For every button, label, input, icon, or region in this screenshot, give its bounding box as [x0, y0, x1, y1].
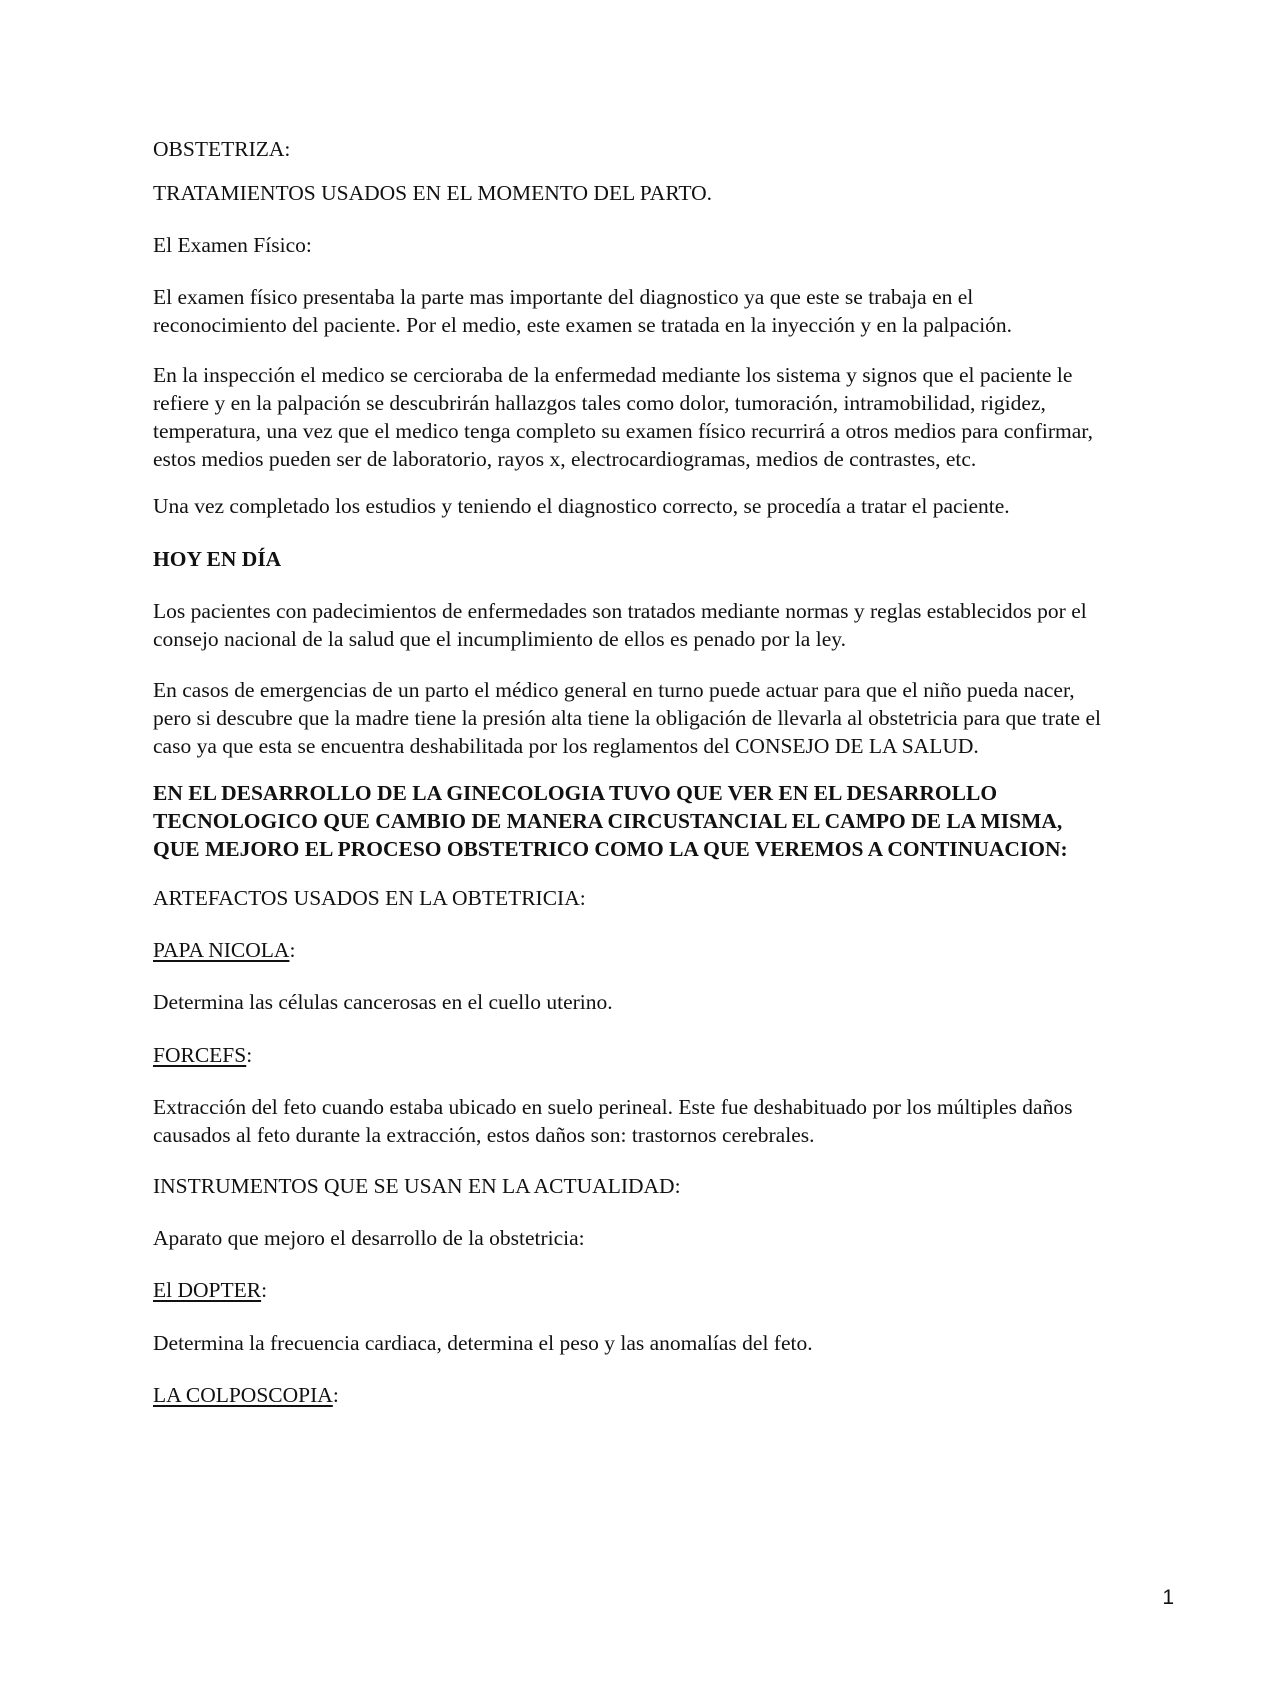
paragraph-papa-nicola: Determina las células cancerosas en el cuello uterino.: [153, 990, 613, 1014]
page-number: 1: [1162, 1586, 1174, 1609]
heading-hoy-en-dia: HOY EN DÍA: [153, 547, 282, 571]
paragraph-emergencias: En casos de emergencias de un parto el médico general en turno puede actuar para que el niño pueda nacer, pero si descubre que la madre tiene la presión alta tiene la obligación de llevarla al obstetricia para que trate el caso ya que esta se encuentra deshabilitada por los reglamentos del CONSEJO DE LA SALUD.: [153, 678, 1101, 758]
colon: :: [261, 1278, 268, 1302]
heading-examen-fisico: El Examen Físico:: [153, 233, 312, 257]
item-heading-dopter: [153, 1276, 1193, 1304]
section-title-tratamientos: TRATAMIENTOS USADOS EN EL MOMENTO DEL PARTO.: [153, 181, 713, 205]
paragraph-aparato: Aparato que mejoro el desarrollo de la obstetricia:: [153, 1226, 585, 1250]
heading-desarrollo-ginecologia: EN EL DESARROLLO DE LA GINECOLOGIA TUVO QUE VER EN EL DESARROLLO TECNOLOGICO QUE CAMBIO DE MANERA CIRCUSTANCIAL EL CAMPO DE LA MISMA, QUE MEJORO EL PROCESO OBSTETRICO COMO LA QUE VEREMOS A CONTINUACION:: [153, 781, 1068, 861]
paragraph-examen-fisico: El examen físico presentaba la parte mas importante del diagnostico ya que este se trabaja en el reconocimiento del paciente. Por el medio, este examen se tratada en la inyección y en la palpación.: [153, 285, 1013, 337]
forcefs-label: FORCEFS: [153, 1043, 247, 1067]
heading-instrumentos: INSTRUMENTOS QUE SE USAN EN LA ACTUALIDAD:: [153, 1174, 681, 1198]
paragraph-forcefs: Extracción del feto cuando estaba ubicado en suelo perineal. Este fue deshabituado por los múltiples daños causados al feto durante la extracción, estos daños son: trastornos cerebrales.: [153, 1095, 1073, 1147]
papa-nicola-label: PAPA NICOLA: [153, 938, 290, 962]
dopter-label: El DOPTER: [153, 1278, 262, 1302]
item-heading-colposcopia: [153, 1381, 1193, 1409]
paragraph-dopter: Determina la frecuencia cardiaca, determina el peso y las anomalías del feto.: [153, 1331, 813, 1355]
paragraph-pacientes: Los pacientes con padecimientos de enfermedades son tratados mediante normas y reglas establecidos por el consejo nacional de la salud que el incumplimiento de ellos es penado por la ley.: [153, 599, 1087, 651]
colposcopia-label: LA COLPOSCOPIA: [153, 1383, 333, 1407]
colon: :: [332, 1383, 339, 1407]
item-heading-papa-nicola: [153, 936, 1193, 964]
heading-artefactos: ARTEFACTOS USADOS EN LA OBTETRICIA:: [153, 886, 586, 910]
item-heading-forcefs: [153, 1041, 1193, 1069]
colon: :: [246, 1043, 253, 1067]
paragraph-inspeccion: En la inspección el medico se cercioraba de la enfermedad mediante los sistema y signos que el paciente le refiere y en la palpación se descubrirán hallazgos tales como dolor, tumoración, intramobilidad, rigidez, temperatura, una vez que el medico tenga completo su examen físico recurrirá a otros medios para confirmar, estos medios pueden ser de laboratorio, rayos x, electrocardiogramas, medios de contrastes, etc.: [153, 363, 1093, 471]
title-obstetriza: OBSTETRIZA:: [153, 137, 291, 161]
colon: :: [289, 938, 296, 962]
paragraph-completado: Una vez completado los estudios y teniendo el diagnostico correcto, se procedía a tratar el paciente.: [153, 494, 1010, 518]
